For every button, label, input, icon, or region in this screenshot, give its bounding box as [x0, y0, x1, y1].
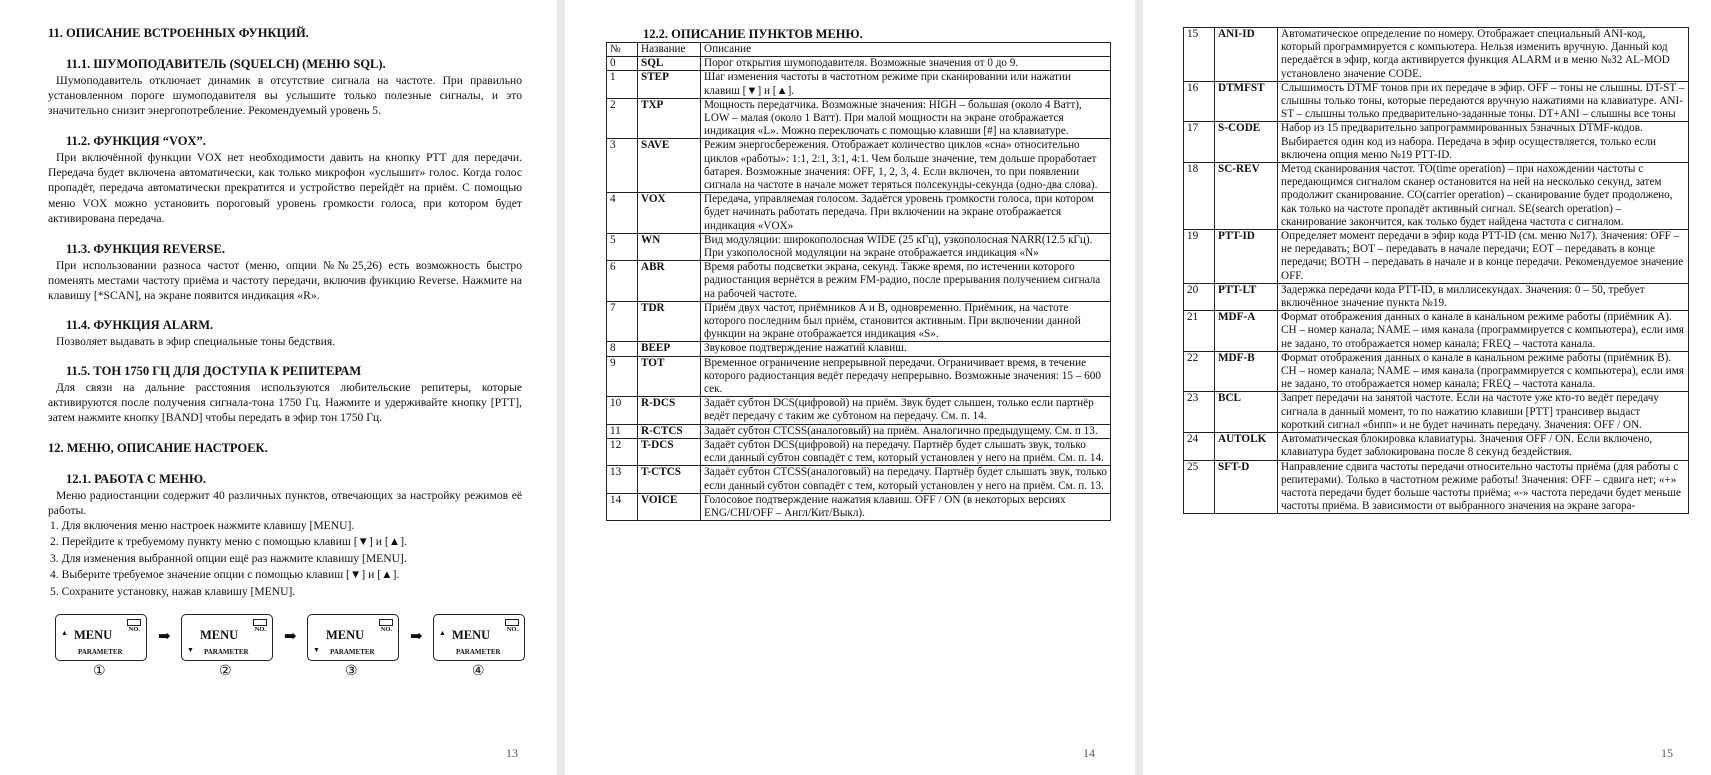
- item-name: T-DCS: [638, 438, 701, 465]
- item-description: Временное ограничение непрерывной передачи. Ограничивает время, в течение которого радиостанция ведёт передачу непрерывно. Возможные значения: 15 – 600 сек.: [701, 356, 1111, 397]
- paragraph-reverse: При использовании разноса частот (меню, опции №№25,26) есть возможность быстро поменять местами частоту приёма и частоту передачи, включив функцию Reverse. Нажмите на клавишу [*SCAN], на экране появится индикация «R».: [48, 259, 522, 303]
- figure-number-2: ②: [219, 664, 232, 679]
- table-row: [607, 438, 1111, 465]
- item-description: Задаёт субтон CTCSS(аналоговый) на приём. Аналогично предыдущему. См. п 13.: [701, 424, 1111, 438]
- item-number: 8: [607, 342, 638, 356]
- item-description: Направление сдвига частоты передачи относительно частоты приёма (для работы с репитерами). Только в частотном режиме работы! Значения: OFF – сдвига нет; «+» частота передачи будет больше частоты приёма; «-» частота передачи будет меньше частоты приёма. В зависимости от выбранного значения на экране загора-: [1278, 460, 1689, 514]
- table-row: [1184, 81, 1689, 122]
- page-14: [565, 0, 1135, 775]
- item-description: Задержка передачи кода PTT-ID, в миллисекундах. Значения: 0 – 50, требует включённое значение пункта №19.: [1278, 283, 1689, 310]
- item-description: Задаёт субтон DCS(цифровой) на приём. Звук будет слышен, только если партнёр ведёт передачу с таким же субтоном на передачу. См. п. 14.: [701, 397, 1111, 424]
- item-description: Порог открытия шумоподавителя. Возможные значения от 0 до 9.: [701, 57, 1111, 71]
- table-row: [1184, 460, 1689, 514]
- item-number: 5: [607, 233, 638, 260]
- section-heading-11-4: 11.4. ФУНКЦИЯ ALARM.: [66, 318, 214, 332]
- right-arrow-icon: ➡: [284, 629, 297, 645]
- item-name: PTT-LT: [1215, 283, 1278, 310]
- down-arrow-icon: ▼: [187, 646, 194, 654]
- lcd-display-1: [55, 614, 147, 661]
- lcd-no-label: NO.: [506, 626, 518, 633]
- lcd-parameter-label: PARAMETER: [78, 648, 123, 656]
- item-name: SC-REV: [1215, 163, 1278, 230]
- menu-items-table-continued: [1183, 27, 1689, 514]
- item-number: 24: [1184, 433, 1215, 460]
- up-arrow-icon: ▲: [61, 629, 68, 637]
- table-row: [1184, 28, 1689, 82]
- item-description: Формат отображения данных о канале в канальном режиме работы (приёмник A). CH – номер канала; NAME – имя канала (программируется с компьютера), если имя не задано, то отображается номер канала; FREQ – частота канала.: [1278, 311, 1689, 352]
- table-row: [607, 261, 1111, 302]
- header-name: Название: [638, 43, 701, 57]
- right-arrow-icon: ➡: [158, 629, 171, 645]
- lcd-menu-label: MENU: [74, 628, 113, 642]
- item-name: SAVE: [638, 139, 701, 193]
- item-number: 10: [607, 397, 638, 424]
- lcd-parameter-label: PARAMETER: [330, 648, 375, 656]
- item-description: Голосовое подтверждение нажатия клавиш. OFF / ON (в некоторых версиях ENG/CHI/OFF – Англ/Кит/Выкл).: [701, 493, 1111, 520]
- item-number: 17: [1184, 122, 1215, 163]
- item-name: VOICE: [638, 493, 701, 520]
- item-name: ANI-ID: [1215, 28, 1278, 82]
- table-row: [607, 71, 1111, 98]
- table-row: [607, 139, 1111, 193]
- item-description: Набор из 15 предварительно запрограммированных 5значных DTMF-кодов. Выбирается один код из набора. Передача в эфир осуществляется, только если включена опция меню №19 PTT-ID.: [1278, 122, 1689, 163]
- item-name: R-CTCS: [638, 424, 701, 438]
- table-row: [1184, 311, 1689, 352]
- lcd-no-label: NO.: [380, 626, 392, 633]
- item-number: 23: [1184, 392, 1215, 433]
- item-number: 18: [1184, 163, 1215, 230]
- item-description: Мощность передатчика. Возможные значения: HIGH – большая (около 4 Ватт), LOW – малая (около 1 Ватт). При малой мощности на экране отображается индикация «L». Можно переключать с помощью клавиши [#] на клавиатуре.: [701, 98, 1111, 139]
- table-row: [1184, 433, 1689, 460]
- item-number: 6: [607, 261, 638, 302]
- item-name: TDR: [638, 301, 701, 342]
- item-name: T-CTCS: [638, 466, 701, 493]
- battery-icon: [127, 619, 141, 626]
- table-row: [1184, 351, 1689, 392]
- page-13: [0, 0, 557, 775]
- section-heading-12-1: 12.1. РАБОТА С МЕНЮ.: [66, 472, 207, 486]
- paragraph-1750: Для связи на дальние расстояния используются любительские репитеры, которые активируются после получения сигнала-тона 1750 Гц. Нажмите и удерживайте кнопку [PTT], затем нажмите кнопку [BAND] чтобы передать в эфир тон 1750 Гц.: [48, 381, 522, 425]
- item-description: Слышимость DTMF тонов при их передаче в эфир. OFF – тоны не слышны. DT-ST – слышны только тоны, которые передаются вручную нажатиями на клавиатуре. ANI-ST – слышны только предварительно-заданные тоны. DT+ANI – слышны все тоны: [1278, 81, 1689, 122]
- table-header-row: [607, 43, 1111, 57]
- item-description: Автоматическое определение по номеру. Отображает специальный ANI-код, который программируется с компьютера. Нельзя изменить вручную. Данный код передаётся в эфир, когда активируется функция ALARM и в меню №32 AL-MOD установлено значение CODE.: [1278, 28, 1689, 82]
- table-row: [1184, 392, 1689, 433]
- item-name: TOT: [638, 356, 701, 397]
- section-heading-11-3: 11.3. ФУНКЦИЯ REVERSE.: [66, 242, 225, 256]
- lcd-menu-label: MENU: [326, 628, 365, 642]
- header-number: №: [607, 43, 638, 57]
- table-row: [607, 424, 1111, 438]
- item-name: ABR: [638, 261, 701, 302]
- table-caption: 12.2. ОПИСАНИЕ ПУНКТОВ МЕНЮ.: [643, 27, 863, 41]
- paragraph-menu-intro: Меню радиостанции содержит 40 различных пунктов, отвечающих за настройку режимов её работы.: [48, 489, 522, 518]
- battery-icon: [379, 619, 393, 626]
- section-heading-12: 12. МЕНЮ, ОПИСАНИЕ НАСТРОЕК.: [48, 441, 268, 455]
- item-description: Задаёт субтон CTCSS(аналоговый) на передачу. Партнёр будет слышать звук, только если данный субтон совпадёт с тем, который установлен у него на приём. См. п. 13.: [701, 466, 1111, 493]
- table-row: [1184, 230, 1689, 284]
- table-row: [607, 342, 1111, 356]
- section-heading-11-5: 11.5. ТОН 1750 ГЦ ДЛЯ ДОСТУПА К РЕПИТЕРАМ: [66, 364, 362, 378]
- item-description: Передача, управляемая голосом. Задаётся уровень громкости голоса, при котором будет начинать работать передача. При включении на экране отображается индикация «VOX»: [701, 193, 1111, 234]
- lcd-display-3: [307, 614, 399, 661]
- item-name: TXP: [638, 98, 701, 139]
- item-description: Звуковое подтверждение нажатий клавиш.: [701, 342, 1111, 356]
- section-heading-11-1: 11.1. ШУМОПОДАВИТЕЛЬ (SQUELCH) (МЕНЮ SQL).: [66, 57, 386, 71]
- item-number: 22: [1184, 351, 1215, 392]
- item-name: AUTOLK: [1215, 433, 1278, 460]
- lcd-parameter-label: PARAMETER: [204, 648, 249, 656]
- item-name: VOX: [638, 193, 701, 234]
- item-number: 21: [1184, 311, 1215, 352]
- item-description: Автоматическая блокировка клавиатуры. Значения OFF / ON. Если включено, клавиатура будет заблокирована после 8 секунд бездействия.: [1278, 433, 1689, 460]
- item-number: 11: [607, 424, 638, 438]
- item-name: SQL: [638, 57, 701, 71]
- paragraph-squelch: Шумоподавитель отключает динамик в отсутствие сигнала на частоте. При правильно установленном пороге шумоподавителя вы услышите только полезные сигналы, и это значительно снизит энергопотребление. Рекомендуемый уровень 5.: [48, 74, 522, 118]
- lcd-menu-label: MENU: [200, 628, 239, 642]
- figure-number-4: ④: [472, 664, 485, 679]
- item-name: S-CODE: [1215, 122, 1278, 163]
- item-name: DTMFST: [1215, 81, 1278, 122]
- item-number: 0: [607, 57, 638, 71]
- figure-number-1: ①: [93, 664, 106, 679]
- table-row: [607, 57, 1111, 71]
- item-description: Вид модуляции: широкополосная WIDE (25 кГц), узкополосная NARR(12.5 кГц). При узкополосной модуляции на экране отображается индикация «N»: [701, 233, 1111, 260]
- page-number: 15: [1661, 746, 1673, 760]
- item-number: 2: [607, 98, 638, 139]
- item-number: 1: [607, 71, 638, 98]
- lcd-parameter-label: PARAMETER: [456, 648, 501, 656]
- item-number: 15: [1184, 28, 1215, 82]
- item-name: R-DCS: [638, 397, 701, 424]
- table-row: [607, 193, 1111, 234]
- item-name: BCL: [1215, 392, 1278, 433]
- menu-step: 4. Выберите требуемое значение опции с помощью клавиш [▼] и [▲].: [50, 568, 400, 582]
- section-heading-11: 11. ОПИСАНИЕ ВСТРОЕННЫХ ФУНКЦИЙ.: [48, 26, 309, 40]
- table-row: [607, 397, 1111, 424]
- item-number: 12: [607, 438, 638, 465]
- item-description: Приём двух частот, приёмников A и B, одновременно. Приёмник, на частоте которого последним был приём, становится активным. При включении данной функции на экране отображается индикация «S».: [701, 301, 1111, 342]
- item-description: Время работы подсветки экрана, секунд. Также время, по истечении которого радиостанция вернётся в режим FM-радио, после прерывания получением сигнала на рабочей частоте.: [701, 261, 1111, 302]
- item-number: 13: [607, 466, 638, 493]
- table-row: [607, 356, 1111, 397]
- figure-number-3: ③: [345, 664, 358, 679]
- menu-step: 2. Перейдите к требуемому пункту меню с помощью клавиш [▼] и [▲].: [50, 535, 407, 549]
- lcd-display-4: [433, 614, 525, 661]
- item-number: 4: [607, 193, 638, 234]
- lcd-no-label: NO.: [254, 626, 266, 633]
- menu-step: 5. Сохраните установку, нажав клавишу [MENU].: [50, 584, 296, 598]
- down-arrow-icon: ▼: [313, 646, 320, 654]
- item-number: 20: [1184, 283, 1215, 310]
- page-number: 14: [1083, 746, 1095, 760]
- item-description: Режим энергосбережения. Отображает количество циклов «сна» относительно циклов «работы»: 1:1, 2:1, 3:1, 4:1. Чем больше значение, тем дольше проработает батарея. Возможные значения: OFF, 1, 2, 3, 4. Если включен, то при появлении сигнала на частоте в начале может теряться полсекунды-секунда (одно-два слова).: [701, 139, 1111, 193]
- table-row: [607, 233, 1111, 260]
- lcd-display-2: [181, 614, 273, 661]
- item-name: BEEP: [638, 342, 701, 356]
- item-number: 25: [1184, 460, 1215, 514]
- item-number: 16: [1184, 81, 1215, 122]
- item-description: Формат отображения данных о канале в канальном режиме работы (приёмник B). CH – номер канала; NAME – имя канала (программируется с компьютера), если имя не задано, то отображается номер канала; FREQ – частота канала.: [1278, 351, 1689, 392]
- menu-step: 3. Для изменения выбранной опции ещё раз нажмите клавишу [MENU].: [50, 551, 407, 565]
- item-name: WN: [638, 233, 701, 260]
- up-arrow-icon: ▲: [439, 629, 446, 637]
- table-row: [1184, 163, 1689, 230]
- item-name: STEP: [638, 71, 701, 98]
- item-number: 19: [1184, 230, 1215, 284]
- menu-steps-list: [50, 518, 407, 600]
- page-number: 13: [506, 746, 518, 760]
- item-number: 9: [607, 356, 638, 397]
- item-description: Метод сканирования частот. TO(time operation) – при нахождении частоты с передающимся сигналом сканер остановится на ней на несколько секунд, затем продолжит сканирование. CO(carrier operation) – сканирование будет продолжено, как только на частоте пропадёт активный сигнал. SE(search operation) – сканирование закончится, как только будет найдена частота с сигналом.: [1278, 163, 1689, 230]
- lcd-menu-label: MENU: [452, 628, 491, 642]
- item-name: SFT-D: [1215, 460, 1278, 514]
- table-row: [607, 301, 1111, 342]
- item-description: Шаг изменения частоты в частотном режиме при сканировании или нажатии клавиш [▼] и [▲].: [701, 71, 1111, 98]
- item-number: 3: [607, 139, 638, 193]
- item-number: 7: [607, 301, 638, 342]
- item-description: Задаёт субтон DCS(цифровой) на передачу. Партнёр будет слышать звук, только если данный субтон совпадёт с тем, который установлен у него на приём. См. п. 14.: [701, 438, 1111, 465]
- paragraph-alarm: Позволяет выдавать в эфир специальные тоны бедствия.: [56, 335, 336, 348]
- table-row: [607, 466, 1111, 493]
- menu-step: 1. Для включения меню настроек нажмите клавишу [MENU].: [50, 519, 355, 532]
- battery-icon: [505, 619, 519, 626]
- item-name: MDF-B: [1215, 351, 1278, 392]
- item-number: 14: [607, 493, 638, 520]
- table-row: [1184, 283, 1689, 310]
- menu-items-table: [606, 42, 1111, 521]
- right-arrow-icon: ➡: [410, 629, 423, 645]
- battery-icon: [253, 619, 267, 626]
- item-description: Определяет момент передачи в эфир кода PTT-ID (см. меню №17). Значения: OFF – не передавать; BOT – передавать в начале передачи; EOT – передавать в конце передачи; BOTH – передавать в начале и в конце передачи. Рекомендуемое значение OFF.: [1278, 230, 1689, 284]
- page-15: [1143, 0, 1711, 775]
- table-row: [1184, 122, 1689, 163]
- item-name: PTT-ID: [1215, 230, 1278, 284]
- item-name: MDF-A: [1215, 311, 1278, 352]
- table-row: [607, 98, 1111, 139]
- lcd-no-label: NO.: [128, 626, 140, 633]
- table-row: [607, 493, 1111, 520]
- header-description: Описание: [701, 43, 1111, 57]
- section-heading-11-2: 11.2. ФУНКЦИЯ “VOX”.: [66, 134, 206, 148]
- paragraph-vox: При включённой функции VOX нет необходимости давить на кнопку PTT для передачи. Передача будет включена автоматически, как только микрофон «услышит» голос. Когда голос пропадёт, передача автоматически прекратится и устройство перейдёт на приём. С помощью меню VOX можно установить пороговый уровень громкости голоса, при котором будет активирована передача.: [48, 151, 522, 225]
- item-description: Запрет передачи на занятой частоте. Если на частоте уже кто-то ведёт передачу сигнала в данный момент, то по нажатию клавиши [PTT] трансивер выдаст короткий сигнал «бипп» и не будет начинать передачу. Значения: OFF / ON.: [1278, 392, 1689, 433]
